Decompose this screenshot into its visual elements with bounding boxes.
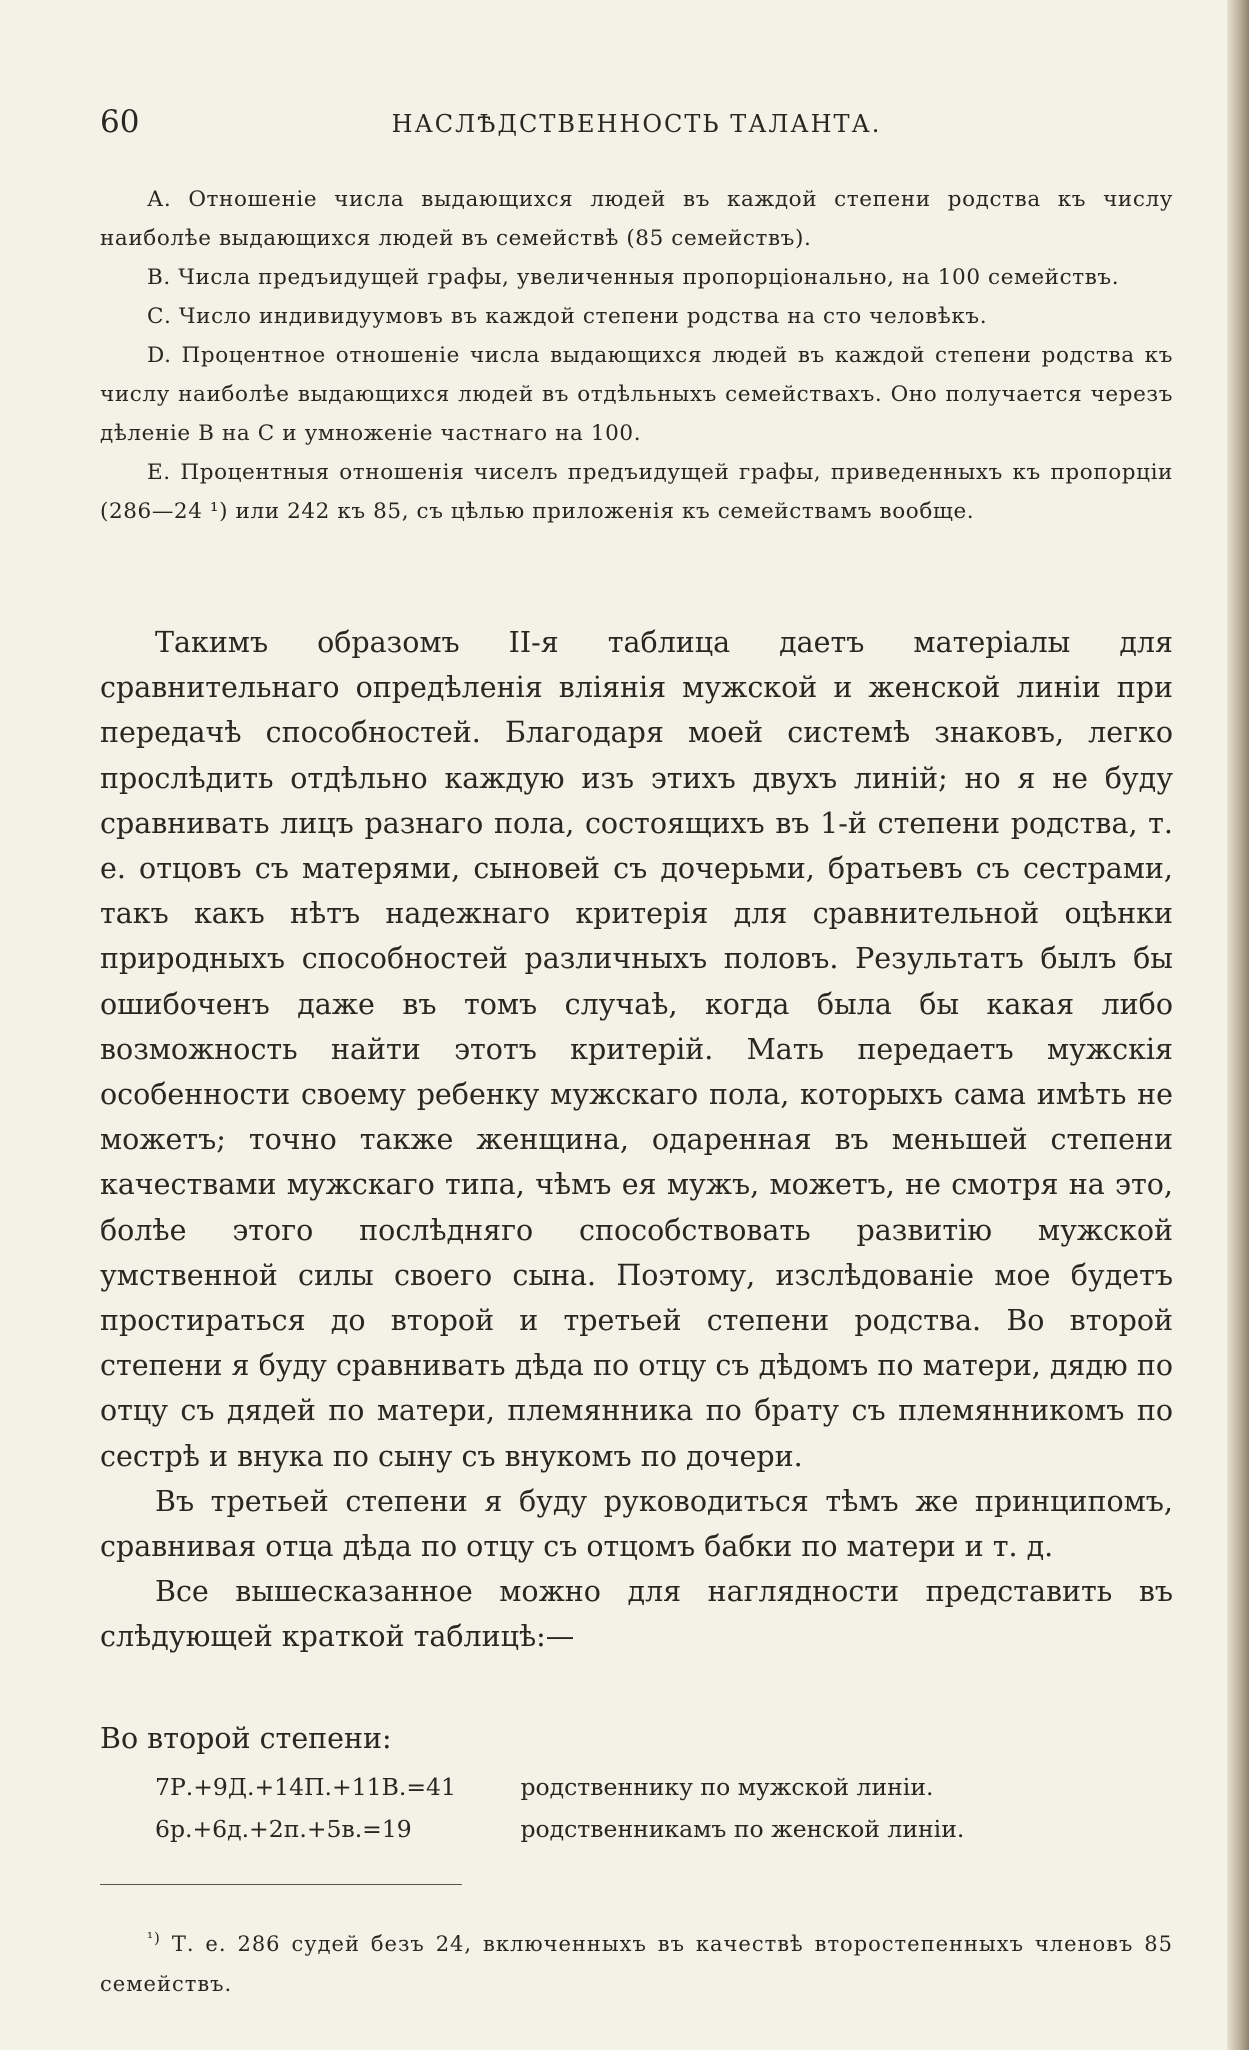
paragraph: Въ третьей степени я буду руководиться тѣмъ же принципомъ, сравнивая отца дѣда по отцу съ отцомъ бабки по матери и т. д. <box>100 1484 1173 1564</box>
note-a: А. Отношеніе числа выдающихся людей въ каждой степени родства къ числу наиболѣе выдающихся людей въ семействѣ (85 семействъ). <box>100 187 1173 251</box>
page-header <box>100 104 1173 144</box>
note-c: С. Число индивидуумовъ въ каждой степени родства на сто человѣкъ. <box>147 304 988 329</box>
paragraph: Все вышесказанное можно для наглядности представить въ слѣдующей краткой таблицѣ:— <box>100 1575 1173 1654</box>
formula-equation: 6р.+6д.+2п.+5в.=19 <box>155 1815 412 1843</box>
footnote-marker: ¹) <box>147 1929 161 1947</box>
degree-heading: Во второй степени: <box>100 1722 392 1755</box>
paragraph: Такимъ образомъ II-я таблица даетъ матеріалы для сравнительнаго опредѣленія вліянія мужской и женской линіи при передачѣ способностей. Благодаря моей системѣ знаковъ, легко прослѣдить отдѣльно каждую изъ этихъ двухъ линій; но я не буду сравнивать лицъ разнаго пола, состоящихъ въ 1-й степени родства, т. е. отцовъ съ матерями, сыновей съ дочерьми, братьевъ съ сестрами, такъ какъ нѣтъ надежнаго критерія для сравнительной оцѣнки природныхъ способностей различныхъ половъ. Результатъ былъ бы ошибоченъ даже въ томъ случаѣ, когда была бы какая либо возможность найти этотъ критерій. Мать передаетъ мужскія особенности своему ребенку мужскаго пола, которыхъ сама имѣть не можетъ; точно также женщина, одаренная въ меньшей степени качествами мужскаго типа, чѣмъ ея мужъ, можетъ, не смотря на это, болѣе этого послѣдняго способствовать развитію мужской умственной силы своего сына. Поэтому, изслѣдованіе мое будетъ простираться до второй и третьей степени родства. Во второй степени я буду сравнивать дѣда по отцу съ дѣдомъ по матери, дядю по отцу съ дядей по матери, племянника по брату съ племянникомъ по сестрѣ и внука по сыну съ внукомъ по дочери. <box>100 626 1173 1473</box>
note-d: D. Процентное отношеніе числа выдающихся людей въ каждой степени родства къ числу наиболѣе выдающихся людей въ отдѣльныхъ семействахъ. Оно получается черезъ дѣленіе B на C и умноженіе частнаго на 100. <box>100 343 1173 446</box>
formula-list <box>155 1766 964 1850</box>
page-edge-shadow <box>1227 0 1249 2050</box>
footnote-divider <box>100 1884 462 1885</box>
table-notes <box>100 180 1173 531</box>
formula-line <box>155 1766 964 1808</box>
formula-label: родственнику по мужской линіи. <box>520 1773 934 1801</box>
formula-equation: 7Р.+9Д.+14П.+11В.=41 <box>155 1773 456 1801</box>
formula-line <box>155 1808 964 1850</box>
footnote-text: Т. е. 286 судей безъ 24, включенныхъ въ качествѣ второстепенныхъ членовъ 85 семействъ. <box>100 1932 1173 1996</box>
formula-label: родственникамъ по женской линіи. <box>520 1815 965 1843</box>
note-e: Е. Процентныя отношенія чиселъ предъидущей графы, приведенныхъ къ пропорціи (286—24 ¹) или 242 къ 85, съ цѣлью приложенія къ семействамъ вообще. <box>100 460 1173 524</box>
footnote <box>100 1918 1173 2004</box>
running-title: НАСЛѢДСТВЕННОСТЬ ТАЛАНТА. <box>391 110 882 138</box>
note-b: В. Числа предъидущей графы, увеличенныя пропорціонально, на 100 семействъ. <box>147 265 1120 290</box>
main-text <box>100 620 1173 1660</box>
page-number: 60 <box>100 104 140 140</box>
